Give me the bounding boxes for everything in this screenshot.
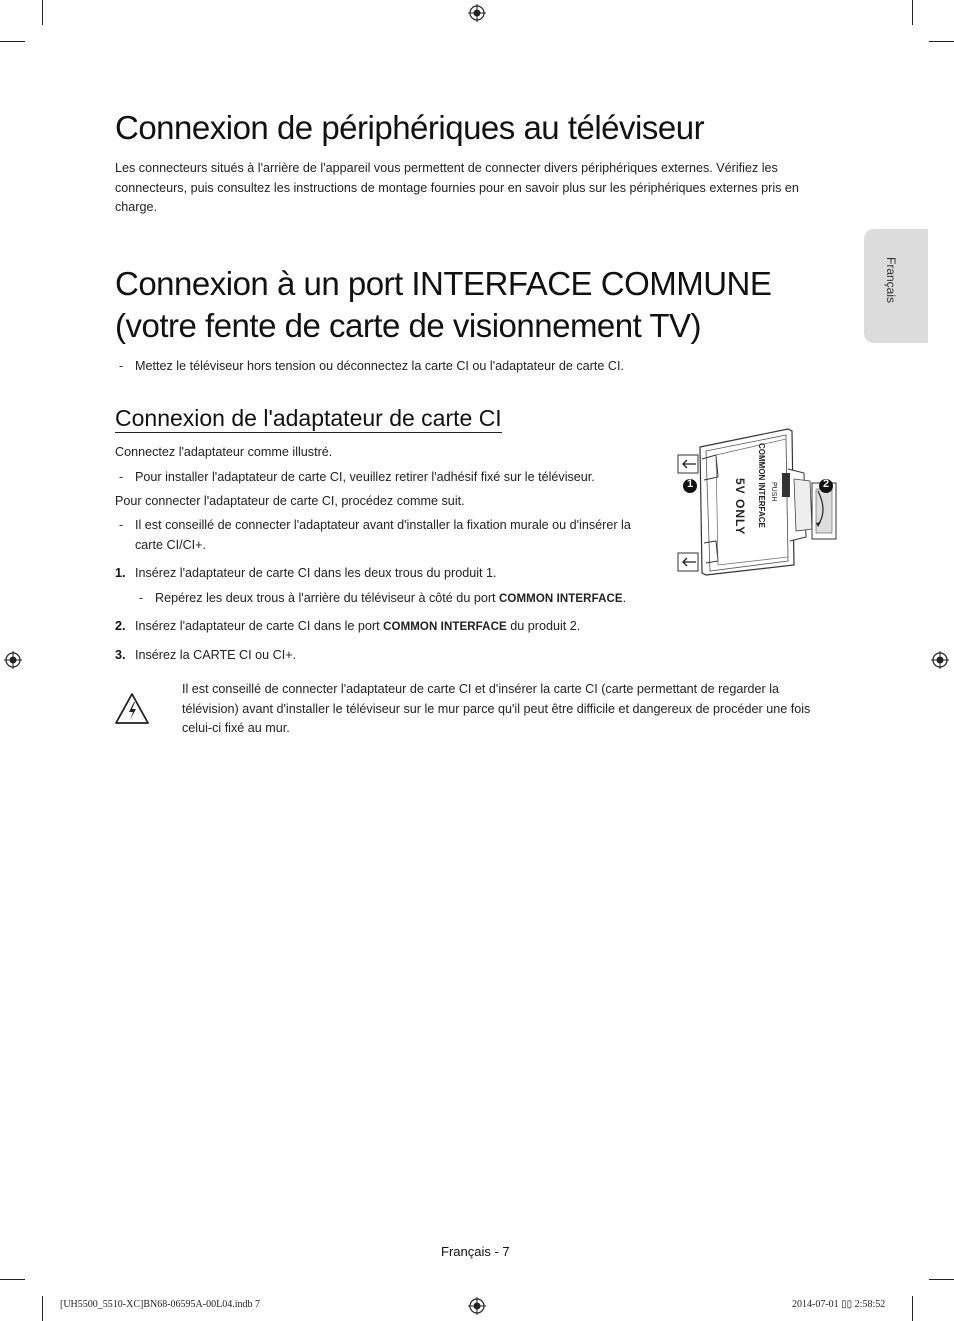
- crop-mark: [912, 1296, 913, 1321]
- connect-as-shown: Connectez l'adaptateur comme illustré.: [115, 445, 333, 459]
- step-text: Insérez l'adaptateur de carte CI dans les deux trous du produit 1.: [135, 566, 497, 580]
- print-date-info: 2014-07-01 ▯▯ 2:58:52: [792, 1299, 886, 1310]
- crop-mark: [929, 41, 954, 42]
- step-number: 2.: [115, 619, 126, 633]
- step-text: [135, 617, 580, 638]
- step-number: 3.: [115, 648, 126, 662]
- page-footer: Français - 7: [441, 1244, 510, 1259]
- crop-mark: [0, 41, 25, 42]
- substep-text: [155, 589, 626, 610]
- crop-mark: [42, 0, 43, 25]
- substep-text-pre: Repérez les deux trous à l'arrière du téléviseur à côté du port: [155, 591, 500, 605]
- registration-mark-icon: [468, 4, 486, 22]
- substep-dash: -: [139, 591, 144, 605]
- subsection-title: Connexion de l'adaptateur de carte CI: [115, 405, 502, 433]
- crop-mark: [42, 1296, 43, 1321]
- crop-mark: [0, 1279, 25, 1280]
- step-text-post: du produit 2.: [506, 619, 581, 633]
- section-title-line1: Connexion à un port INTERFACE COMMUNE: [115, 265, 772, 302]
- procedure-intro: Pour connecter l'adaptateur de carte CI, procédez comme suit.: [115, 494, 465, 508]
- marker-2: 2: [822, 478, 830, 490]
- step-text-pre: Insérez l'adaptateur de carte CI dans le port: [135, 619, 384, 633]
- warning-caution-icon: [114, 692, 150, 726]
- illustration-label-5v: 5V ONLY: [733, 478, 747, 536]
- step-text: Insérez la CARTE CI ou CI+.: [135, 648, 297, 662]
- note-adhesive: Pour installer l'adaptateur de carte CI, veuillez retirer l'adhésif fixé sur le téléviseur.: [135, 470, 595, 484]
- illustration-label-push: PUSH: [770, 482, 777, 502]
- page-title: Connexion de périphériques au téléviseur: [115, 109, 705, 146]
- language-side-tab-label: Français: [884, 257, 898, 304]
- step-number: 1.: [115, 566, 126, 580]
- note-dash: -: [119, 359, 124, 373]
- intro-paragraph: Les connecteurs situés à l'arrière de l'appareil vous permettent de connecter divers périphériques externes. Vérifiez les connecteurs, puis consultez les instructions de montage fournies pour en savoir plus sur les périphériques externes pris en charge.: [115, 161, 799, 214]
- registration-mark-icon: [468, 1297, 486, 1315]
- marker-1: 1: [686, 478, 694, 490]
- illustration-label-ci: COMMON INTERFACE: [757, 443, 766, 528]
- section-title-line2: (votre fente de carte de visionnement TV): [115, 307, 702, 344]
- registration-mark-icon: [4, 651, 22, 669]
- note-dash: -: [119, 518, 124, 532]
- print-file-info: [UH5500_5510-XC]BN68-06595A-00L04.indb 7: [60, 1299, 260, 1310]
- warning-text: Il est conseillé de connecter l'adaptateur de carte CI et d'insérer la carte CI (carte permettant de regarder la télévision) avant d'installer le téléviseur sur le mur parce qu'il peut être difficile et dangereux de procéder une fois celui-ci fixé au mur.: [182, 682, 811, 735]
- crop-mark: [912, 0, 913, 25]
- note-power: Mettez le téléviseur hors tension ou déconnectez la carte CI ou l'adaptateur de carte CI.: [135, 359, 624, 373]
- crop-mark: [929, 1279, 954, 1280]
- note-recommend: Il est conseillé de connecter l'adaptateur avant d'installer la fixation murale ou d'insérer la carte CI/CI+.: [135, 518, 631, 552]
- common-interface-label: COMMON INTERFACE: [499, 593, 623, 605]
- substep-text-post: .: [622, 591, 627, 605]
- registration-mark-icon: [931, 651, 949, 669]
- language-side-tab: [864, 229, 928, 343]
- note-dash: -: [119, 470, 124, 484]
- common-interface-label: COMMON INTERFACE: [383, 621, 507, 633]
